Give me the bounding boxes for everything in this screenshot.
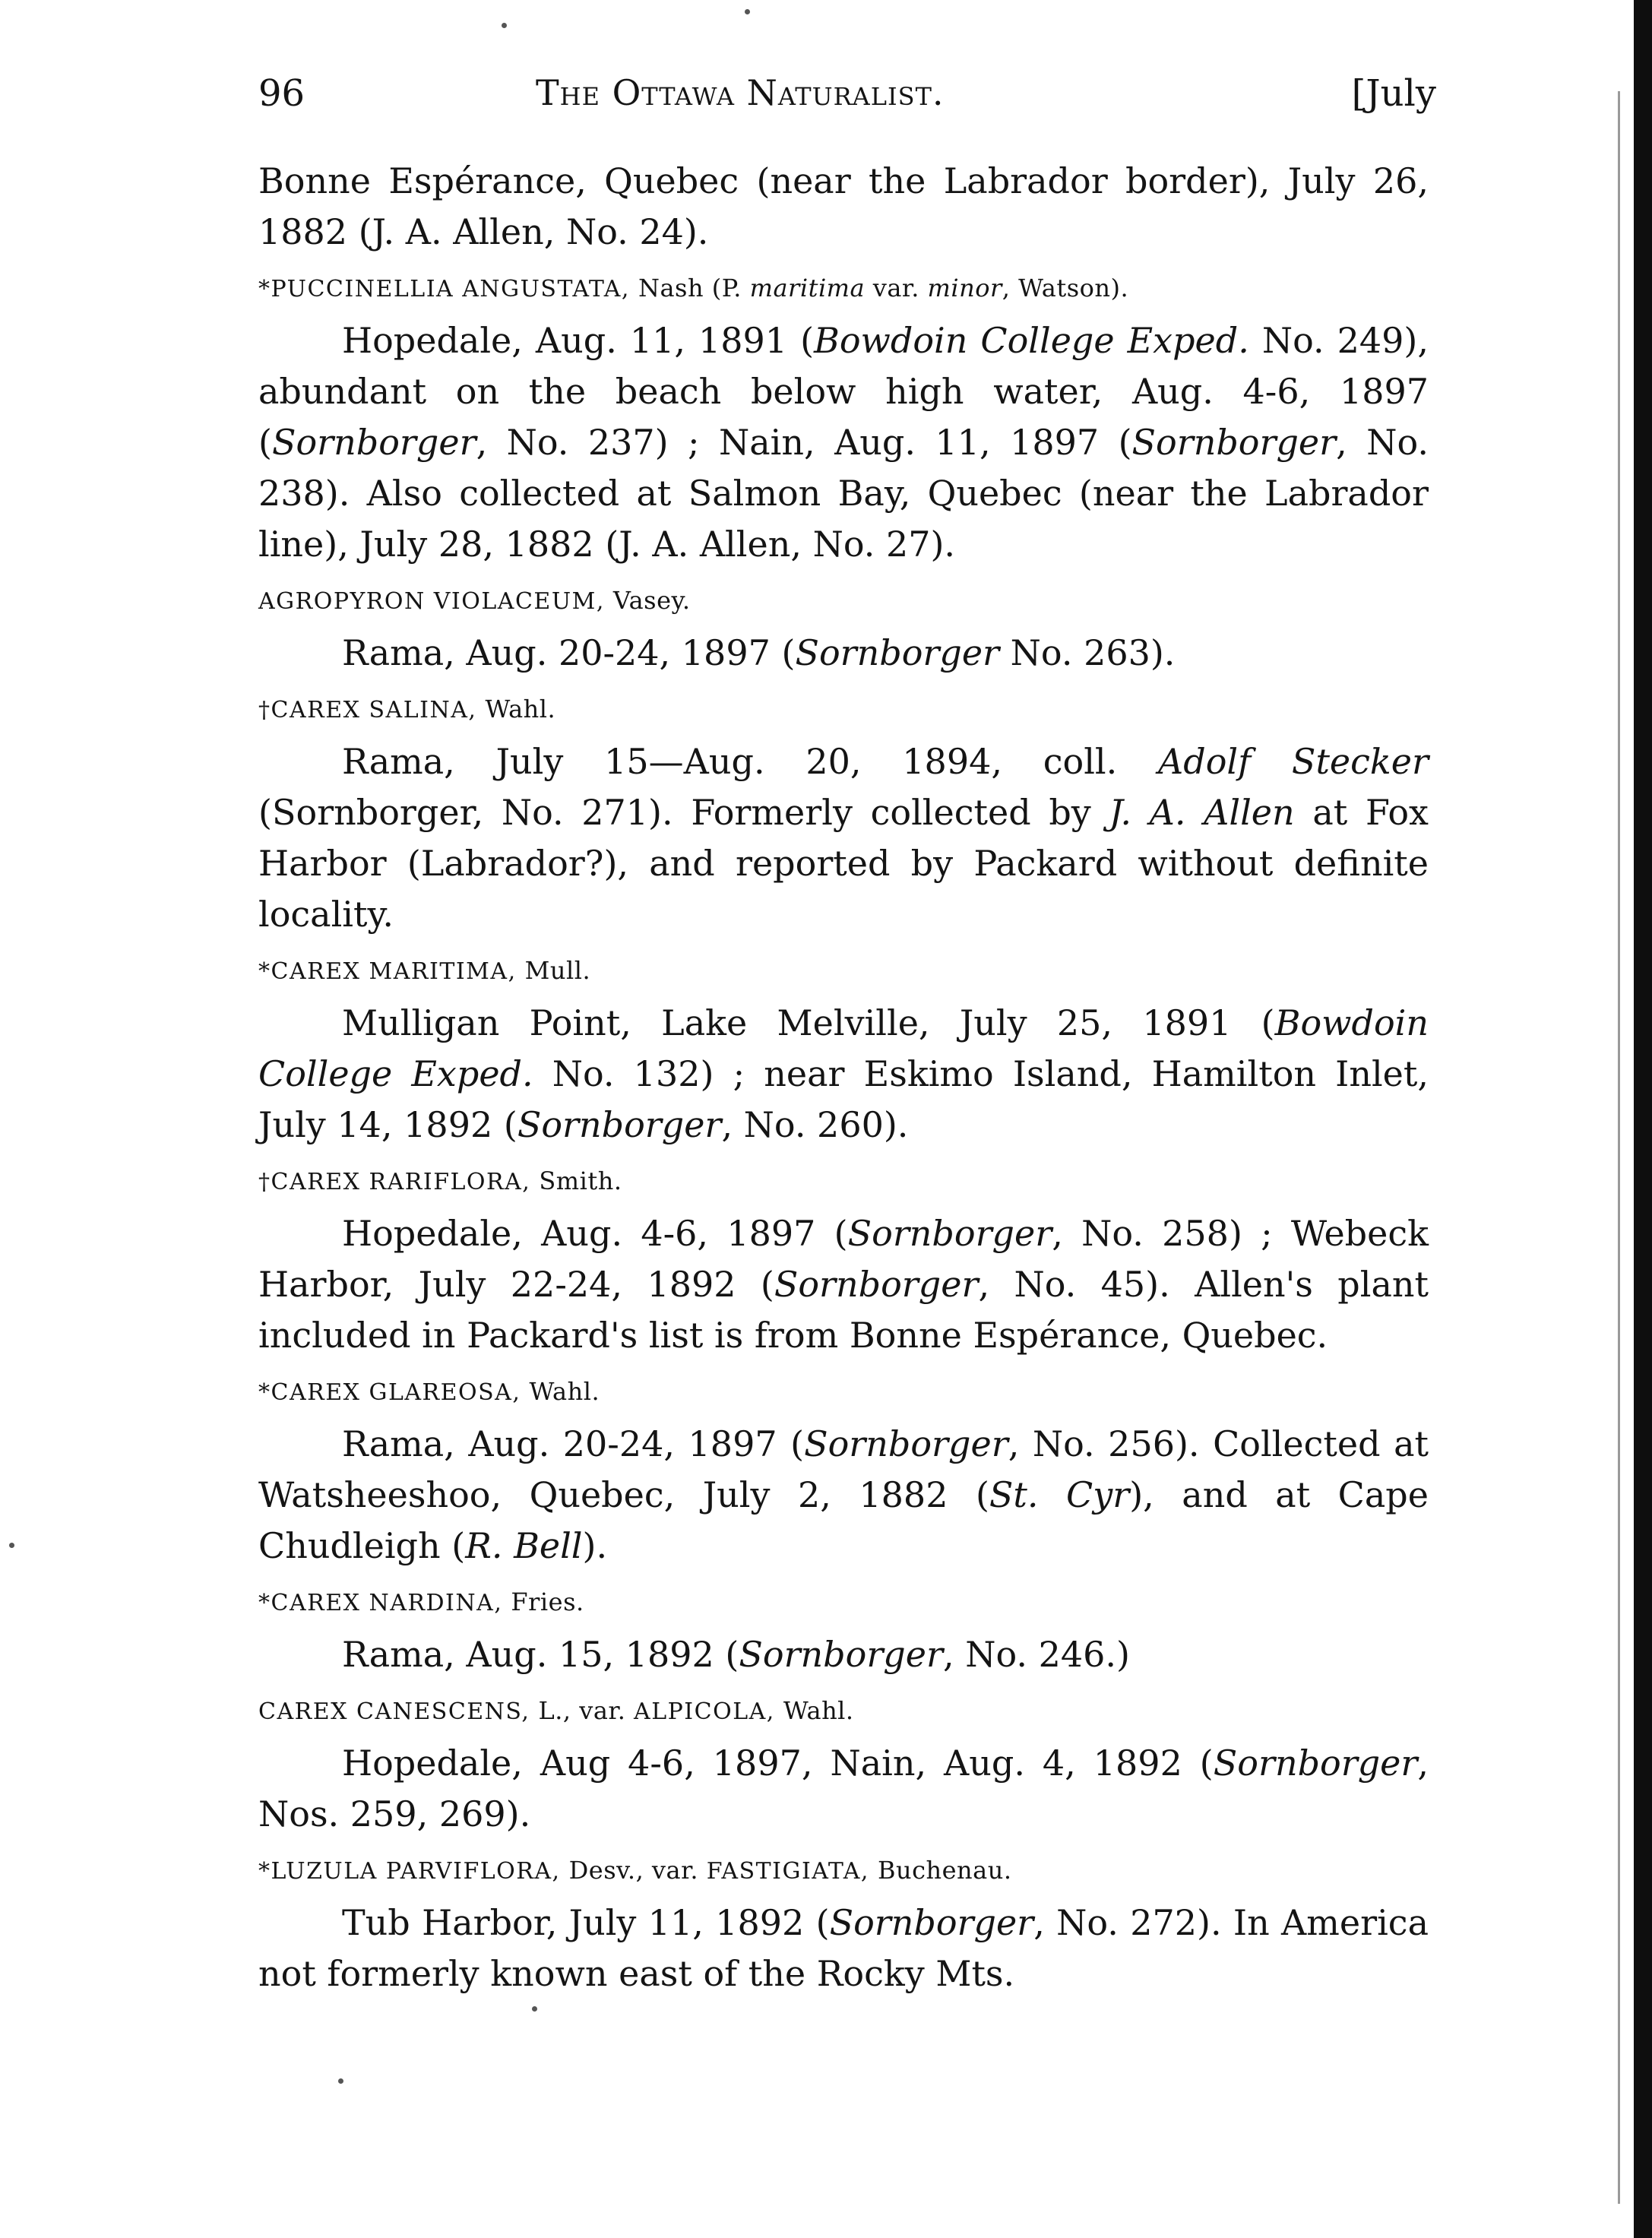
locality-paragraph (258, 1898, 1429, 1999)
text-run: ALPICOLA, (634, 1698, 783, 1725)
text-run: Rama, Aug. 20-24, 1897 ( (342, 632, 796, 673)
italic-text: Sornborger (271, 422, 476, 463)
text-run: AGROPYRON VIOLACEUM, (258, 588, 613, 615)
text-run: , No. 45). Allen's plant included in Packard's list is from Bonne Espérance, Quebec. (258, 1264, 1429, 1356)
scan-speck (502, 23, 507, 28)
locality-paragraph (258, 1738, 1429, 1840)
locality-paragraph (258, 315, 1429, 570)
text-run: Wahl. (485, 695, 556, 723)
text-run: Hopedale, Aug 4-6, 1897, Nain, Aug. 4, 1892 ( (342, 1743, 1214, 1784)
species-heading (258, 585, 1429, 617)
locality-paragraph (258, 736, 1429, 940)
text-run: at Fox Harbor (Labrador?), and reported by Packard without definite locality. (258, 792, 1429, 935)
text-run: var. (865, 274, 928, 302)
species-heading (258, 1855, 1429, 1887)
text-run: Buchenau. (877, 1856, 1012, 1885)
italic-text: R. Bell (465, 1525, 583, 1566)
text-run: Hopedale, Aug. 11, 1891 ( (342, 320, 815, 361)
text-run: Vasey. (612, 586, 691, 615)
text-run: *CAREX NARDINA, (258, 1590, 511, 1616)
text-run: Wahl. (783, 1696, 854, 1725)
text-run: †CAREX SALINA, (258, 697, 486, 723)
text-run: Desv., var. (568, 1856, 707, 1885)
text-run: *LUZULA PARVIFLORA, (258, 1858, 569, 1885)
species-heading (258, 694, 1429, 726)
locality-paragraph (258, 998, 1429, 1151)
text-run: , No. 238). Also collected at Salmon Bay, Quebec (near the Labrador line), July 28, 1882 (J. A. Allen, No. 27). (258, 422, 1429, 565)
text-run: Smith. (539, 1166, 622, 1195)
text-run: *PUCCINELLIA ANGUSTATA, (258, 276, 638, 302)
scan-speck (745, 9, 750, 14)
text-run: ), and at Cape Chudleigh ( (258, 1474, 1429, 1566)
locality-paragraph (258, 1629, 1429, 1680)
text-run: Mulligan Point, Lake Melville, July 25, 1891 ( (342, 1002, 1275, 1043)
text-run: *CAREX MARITIMA, (258, 958, 525, 985)
species-heading (258, 1587, 1429, 1619)
page-edge-line (1618, 91, 1620, 2204)
locality-paragraph (258, 1419, 1429, 1572)
scan-speck (338, 2078, 343, 2084)
locality-paragraph (258, 1208, 1429, 1361)
italic-text: J. A. Allen (1109, 792, 1295, 833)
scan-speck (532, 2006, 537, 2012)
text-run: *CAREX GLAREOSA, (258, 1379, 530, 1406)
italic-text: Sornborger (795, 632, 1000, 673)
text-run: , Watson). (1002, 274, 1129, 302)
text-run: ). (582, 1525, 608, 1566)
text-run: Rama, Aug. 15, 1892 ( (342, 1634, 739, 1675)
italic-text: St. Cyr (989, 1474, 1130, 1515)
page-edge-shadow (1634, 0, 1652, 2238)
text-run: L., var. (538, 1696, 635, 1725)
text-run: No. 249), abundant on the beach below high water, Aug. 4-6, 1897 ( (258, 320, 1429, 463)
italic-text: Sornborger (517, 1104, 722, 1145)
text-run: Rama, July 15—Aug. 20, 1894, coll. (342, 741, 1159, 782)
species-heading (258, 1695, 1429, 1727)
italic-text: Sornborger (804, 1423, 1008, 1464)
text-run: , No. 272). In America not formerly known east of the Rocky Mts. (258, 1902, 1429, 1994)
text-run: , No. 258) ; Webeck Harbor, July 22-24, 1892 ( (258, 1213, 1429, 1305)
text-run: No. 132) ; near Eskimo Island, Hamilton Inlet, July 14, 1892 ( (258, 1053, 1429, 1145)
text-run: , No. 260). (721, 1104, 909, 1145)
text-run: (Sornborger, No. 271). Formerly collected by (258, 792, 1109, 833)
italic-text: Bowdoin College Exped. (814, 320, 1249, 361)
italic-text: minor (927, 274, 1002, 302)
text-run: Bonne Espérance, Quebec (near the Labrador border), July 26, 1882 (J. A. Allen, No. 24). (258, 160, 1429, 252)
text-run: , No. 246.) (942, 1634, 1130, 1675)
italic-text: Sornborger (739, 1634, 943, 1675)
text-run: CAREX CANESCENS, (258, 1698, 539, 1725)
italic-text: maritima (749, 274, 866, 302)
italic-text: Adolf Stecker (1158, 741, 1429, 782)
text-run: , No. 237) ; Nain, Aug. 11, 1897 ( (476, 422, 1132, 463)
text-run: , No. 256). Collected at Watsheeshoo, Quebec, July 2, 1882 ( (258, 1423, 1429, 1515)
italic-text: Sornborger (774, 1264, 979, 1305)
article-body (258, 156, 1429, 2015)
scan-speck (9, 1543, 14, 1548)
italic-text: Sornborger (829, 1902, 1034, 1943)
text-run: Nash (P. (638, 274, 750, 302)
italic-text: Sornborger (847, 1213, 1052, 1254)
species-heading (258, 1376, 1429, 1408)
italic-text: Sornborger (1131, 422, 1337, 463)
text-run: †CAREX RARIFLORA, (258, 1169, 540, 1195)
text-run: , Nos. 259, 269). (258, 1743, 1429, 1834)
text-run: Mull. (524, 956, 591, 985)
species-heading (258, 273, 1429, 305)
text-run: Fries. (511, 1587, 584, 1616)
issue-month: [July (1351, 72, 1436, 115)
running-header (258, 72, 1436, 141)
journal-title: The Ottawa Naturalist. (536, 72, 945, 113)
text-run: FASTIGIATA, (706, 1858, 878, 1885)
text-run: Hopedale, Aug. 4-6, 1897 ( (342, 1213, 848, 1254)
locality-paragraph (258, 628, 1429, 679)
text-run: Rama, Aug. 20-24, 1897 ( (342, 1423, 805, 1464)
italic-text: Bowdoin College Exped. (258, 1002, 1429, 1094)
species-heading (258, 1166, 1429, 1198)
species-heading (258, 955, 1429, 987)
text-run: Wahl. (529, 1377, 600, 1406)
text-run: Tub Harbor, July 11, 1892 ( (342, 1902, 830, 1943)
page-number: 96 (258, 72, 305, 115)
text-run: No. 263). (999, 632, 1176, 673)
italic-text: Sornborger (1213, 1743, 1418, 1784)
locality-paragraph (258, 156, 1429, 258)
